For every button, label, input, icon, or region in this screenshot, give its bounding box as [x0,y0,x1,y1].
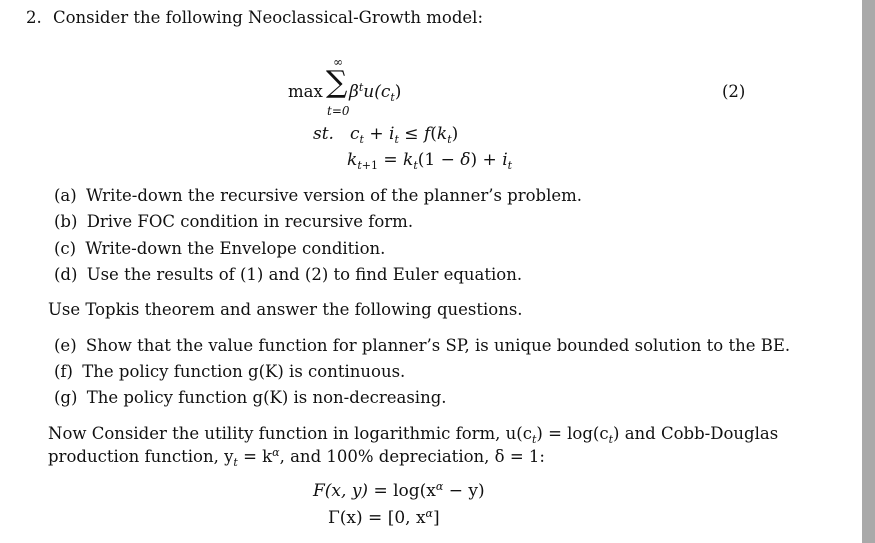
part-g: (g) The policy function g(K) is non-decreasing. [54,388,447,407]
question-intro: Consider the following Neoclassical-Growth model: [53,8,484,27]
equation-number: (2) [722,82,746,101]
now-consider-line-1: Now Consider the utility function in logarithmic form, $u(c_t) = \log(c_t)$ and Cobb-Douglas [48,424,779,446]
Gamma-equation: Γ(x) = [0, $x^\alpha$] [328,507,440,528]
part-b: (b) Drive FOC condition in recursive form. [54,212,414,231]
resource-constraint: $c_t + i_t \le f(k_t)$ [350,124,459,146]
part-a: (a) Write-down the recursive version of the planner’s problem. [54,186,583,205]
capital-accumulation: $k_{t+1} = k_t(1 - \delta) + i_t$ [347,150,513,172]
objective-function: $\beta^tu(c_t)$ [349,81,402,104]
part-f: (f) The policy function g(K) is continuous. [54,362,406,381]
max-operator: max [288,82,323,101]
now-consider-line-2: production function, $y_t = k^\alpha$, and 100% depreciation, δ = 1: [48,446,545,469]
question-heading [26,8,483,27]
part-d: (d) Use the results of (1) and (2) to find Euler equation. [54,265,523,284]
part-e: (e) Show that the value function for planner’s SP, is unique bounded solution to the BE. [54,336,791,355]
sum-upper-limit: ∞ [333,55,343,69]
topkis-instruction: Use Topkis theorem and answer the following questions. [48,300,523,319]
sum-lower-limit: t=0 [327,104,350,118]
summation-sign: ∑ [326,65,348,100]
vertical-scrollbar[interactable] [862,0,875,543]
F-equation: F(x, $y) = \log(x^\alpha - y)$ [313,480,485,501]
subject-to-label: st. [313,124,334,144]
question-number: 2. [26,8,42,27]
part-c: (c) Write-down the Envelope condition. [54,239,386,258]
